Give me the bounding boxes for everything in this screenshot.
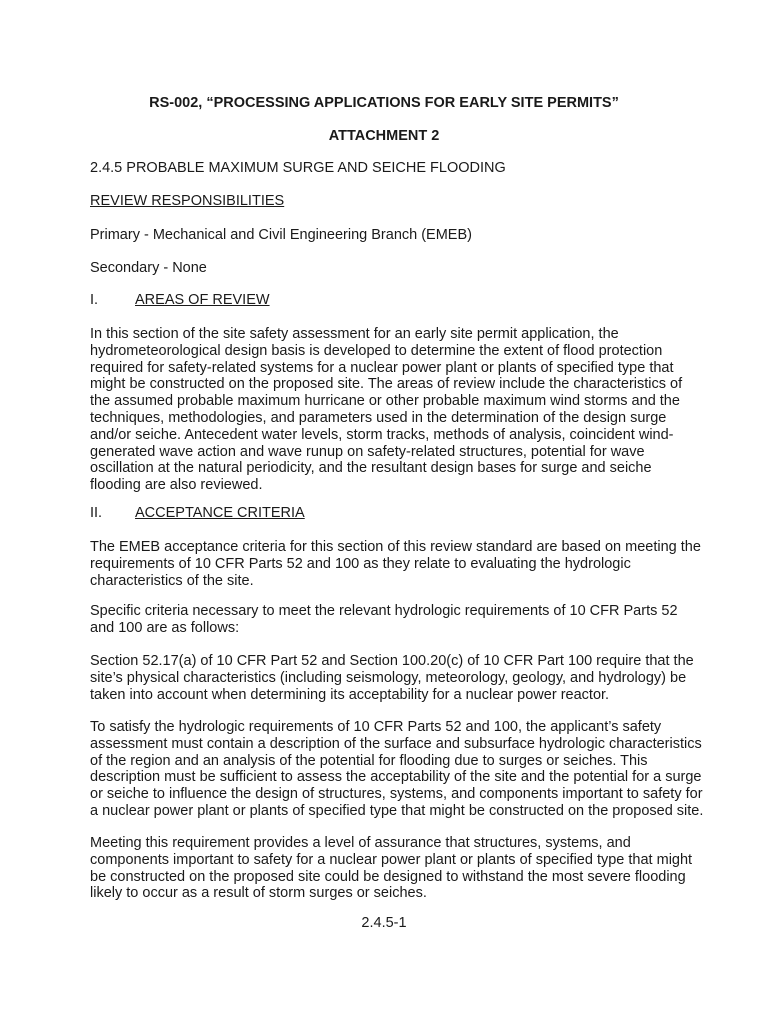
review-responsibilities-heading: REVIEW RESPONSIBILITIES [90,193,285,209]
areas-of-review-paragraph: In this section of the site safety assessment for an early site permit application, the hydrometeorological design basis is developed to determine the extent of flood protection required for safety-related systems for a nuclear power plant or plants of specified type that might be constructed on the proposed site. The areas of review include the characteristics of the assumed probable maximum hurricane or other probable maximum wind storms and the techniques, methodologies, and parameters used in the determination of the design surge and/or seiche. Antecedent water levels, storm tracks, methods of analysis, coincident wind- generated wave action and wave runup on safety-related structures, potential for wave oscillation at the natural periodicity, and the resultant design bases for surge and seiche flooding are also reviewed. [90,326,683,494]
section-1-number: I. [90,292,99,308]
primary-responsibility: Primary - Mechanical and Civil Engineering Branch (EMEB) [90,227,472,243]
attachment-label: ATTACHMENT 2 [328,128,440,144]
acceptance-paragraph-5: Meeting this requirement provides a level of assurance that structures, systems, and components important to safety for a nuclear power plant or plants of specified type that might be constructed on the proposed site could be designed to withstand the most severe flooding likely to occur as a result of storm surges or seiches. [90,835,693,902]
document-header-title: RS-002, “PROCESSING APPLICATIONS FOR EARLY SITE PERMITS” [149,95,619,111]
section-2-number: II. [90,505,103,521]
acceptance-paragraph-3: Section 52.17(a) of 10 CFR Part 52 and Section 100.20(c) of 10 CFR Part 100 require that the site’s physical characteristics (including seismology, meteorology, geology, and hydrology) be taken into account when determining its acceptability for a nuclear power reactor. [90,653,694,703]
section-1-title: AREAS OF REVIEW [135,292,270,308]
section-2-title: ACCEPTANCE CRITERIA [135,505,305,521]
page-number: 2.4.5-1 [361,915,407,931]
section-heading: 2.4.5 PROBABLE MAXIMUM SURGE AND SEICHE FLOODING [90,160,506,176]
acceptance-paragraph-4: To satisfy the hydrologic requirements of 10 CFR Parts 52 and 100, the applicant’s safety assessment must contain a description of the surface and subsurface hydrologic characteristics of the region and an analysis of the potential for flooding due to surges or seiches. This description must be sufficient to assess the acceptability of the site and the potential for a surge or seiche to influence the design of structures, systems, and components important to safety for a nuclear power plant or plants of specified type that might be constructed on the proposed site. [90,719,704,819]
secondary-responsibility: Secondary - None [90,260,207,276]
acceptance-paragraph-2: Specific criteria necessary to meet the relevant hydrologic requirements of 10 CFR Parts 52 and 100 are as follows: [90,603,678,636]
acceptance-paragraph-1: The EMEB acceptance criteria for this section of this review standard are based on meeting the requirements of 10 CFR Parts 52 and 100 as they relate to evaluating the hydrologic characteristics of the site. [90,539,701,589]
